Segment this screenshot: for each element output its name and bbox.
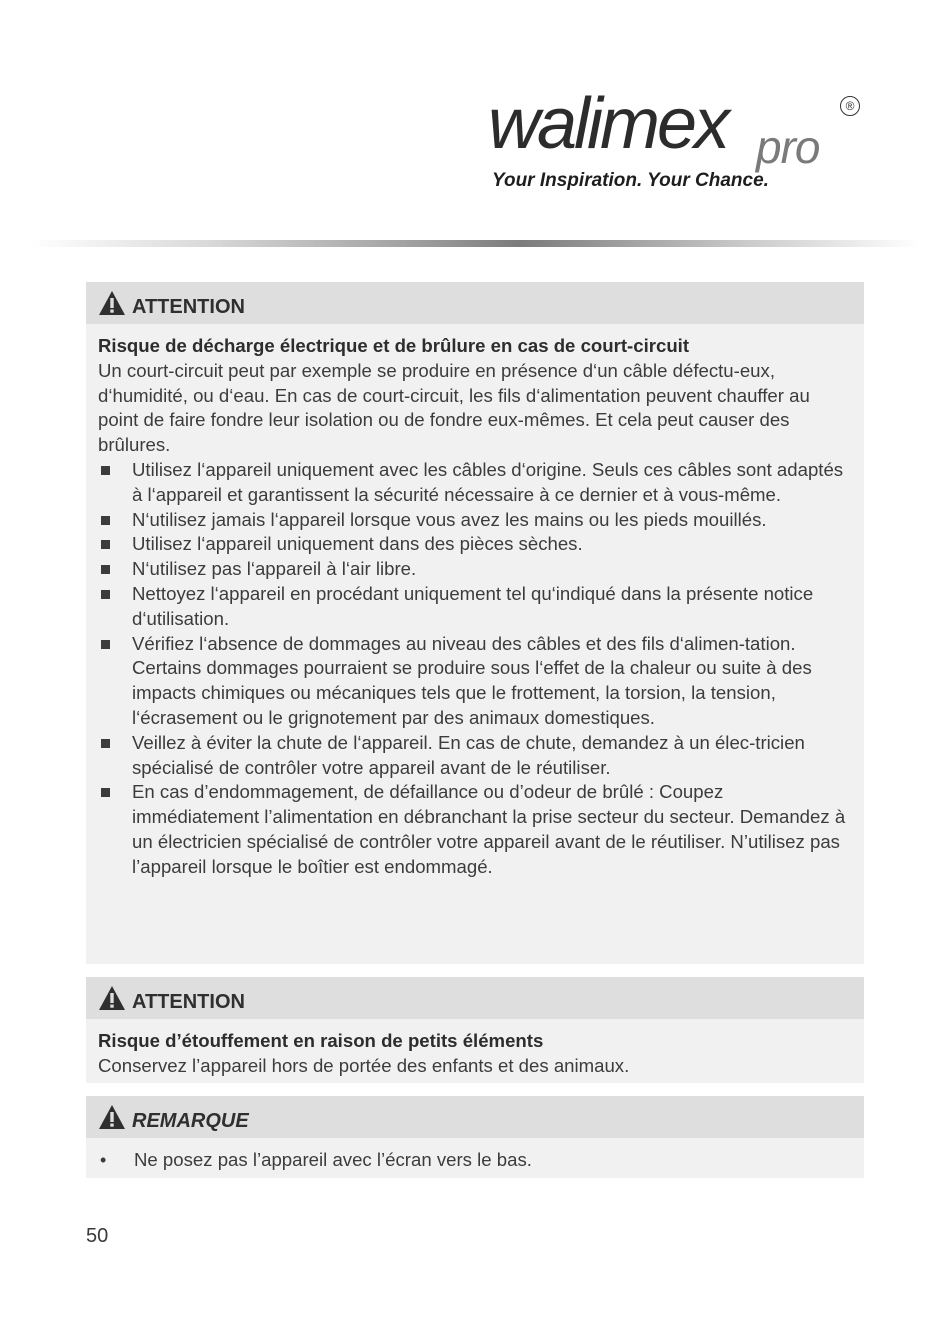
attention-subtitle: Risque de décharge électrique et de brûlure en cas de court-circuit — [98, 335, 690, 356]
brand-tagline: Your Inspiration. Your Chance. — [492, 170, 769, 191]
list-item: En cas d’endommagement, de défaillance ou d’odeur de brûlé : Coupez immédiatement l’alimentation en débranchant la prise secteur du secteur. Demandez à un électricien spécialisé de contrôler votre appareil avant de le réutiliser. N’utilisez pas l’appareil lorsque le boîtier est endommagé. — [98, 780, 852, 879]
remark-header — [86, 1096, 864, 1138]
list-item: N‘utilisez pas l‘appareil à l‘air libre. — [98, 557, 852, 582]
logo-wordmark: walimex — [488, 84, 728, 164]
remark-title: REMARQUE — [132, 1110, 249, 1132]
attention-box-electric — [86, 282, 864, 964]
list-item: Vérifiez l‘absence de dommages au niveau des câbles et des fils d‘alimen-tation. Certains dommages pourraient se produire sous l‘effet de la chaleur ou suite à des impacts chimiques ou mécaniques tels que le frottement, la torsion, la tension, l‘écrasement ou le grignotement par des animaux domestiques. — [98, 632, 852, 731]
attention-intro: Un court-circuit peut par exemple se produire en présence d‘un câble défectu-eux, d‘humidité, ou d‘eau. En cas de court-circuit, les fils d‘alimentation peuvent chauffer au point de faire fondre leur isolation ou de fondre eux-mêmes. Et cela peut causer des brûlures. — [98, 359, 810, 456]
list-item: Utilisez l‘appareil uniquement dans des pièces sèches. — [98, 532, 852, 557]
list-item: Nettoyez l‘appareil en procédant uniquement tel qu‘indiqué dans la présente notice d‘utilisation. — [98, 582, 852, 632]
warning-icon — [98, 290, 126, 316]
remark-box — [86, 1096, 864, 1178]
attention-header — [86, 977, 864, 1019]
attention-title: ATTENTION — [132, 296, 245, 318]
list-item: Veillez à éviter la chute de l‘appareil. En cas de chute, demandez à un élec-tricien spécialisé de contrôler votre appareil avant de le réutiliser. — [98, 731, 852, 781]
logo-pro: pro — [756, 121, 820, 173]
remark-list — [98, 1148, 852, 1173]
attention-subtitle: Risque d’étouffement en raison de petits éléments — [98, 1030, 544, 1051]
remark-body — [86, 1138, 864, 1173]
registered-mark: ® — [840, 96, 860, 116]
list-item: Utilisez l‘appareil uniquement avec les câbles d‘origine. Seuls ces câbles sont adaptés à l‘appareil et garantissent la sécurité nécessaire à ce dernier et à vous-même. — [98, 458, 852, 508]
attention-text: Conservez l’appareil hors de portée des enfants et des animaux. — [98, 1054, 630, 1076]
attention-box-choking — [86, 977, 864, 1083]
attention-body — [86, 1019, 864, 1079]
list-item: • Ne posez pas l’appareil avec l’écran vers le bas. — [98, 1148, 852, 1173]
warning-icon — [98, 1104, 126, 1130]
safety-list — [98, 458, 852, 880]
attention-title: ATTENTION — [132, 991, 245, 1013]
list-item: N‘utilisez jamais l‘appareil lorsque vous avez les mains ou les pieds mouillés. — [98, 508, 852, 533]
attention-body — [86, 324, 864, 880]
warning-icon — [98, 985, 126, 1011]
attention-header — [86, 282, 864, 324]
page-number: 50 — [86, 1225, 109, 1247]
header-divider — [30, 240, 920, 247]
